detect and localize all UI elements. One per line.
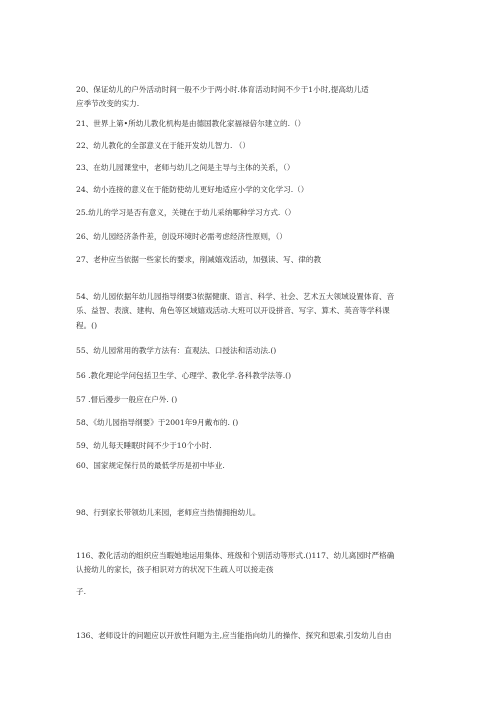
text-line: 认接幼儿的家长，孩子相识对方的状况下生疏人可以接走孩 (76, 565, 274, 574)
text-line: 54、幼儿园依据年幼儿园指导纲要3依据健康、语言、科学、社会、艺术五大领域设置体育、音 (76, 292, 395, 301)
text-line: 98、行到家长带领幼儿来园，老师应当热情拥抱幼儿。 (76, 508, 261, 517)
text-line: 58、《幼儿园指导纲要》于2001年9月戴布的. () (76, 418, 239, 427)
text-line: 22、幼儿教化的全部意义在于能开发幼儿智力. （） (76, 141, 250, 150)
text-line: 57 .督后漫步一般应在户外. () (76, 395, 178, 404)
text-line: 24、幼小连接的意义在于能防使幼儿更好地适应小学的文化学习.（） (76, 185, 309, 194)
text-line: 136、老师设计的问题应以开放性问题为主,应当能指向幼儿的操作、探究和思索,引发幼儿自由 (76, 631, 392, 640)
text-line: 21、世界上第•所幼儿教化机构是由德国教化家福禄倍尔建立的.（） (76, 119, 306, 128)
text-line: 程。() (76, 321, 98, 330)
text-line: 59、幼儿每天睡眠时间不少于10个小时. (76, 441, 212, 450)
text-line: 116、教化活动的组织应当暇她地运用集体、班级和个别活动等形式.()117、幼儿离园时严格确 (76, 551, 395, 560)
text-line: 55、幼儿园常用的教学方法有：直观法、口授法和活动法.() (76, 346, 277, 355)
text-line: 23、在幼儿园课堂中，老师与幼儿之间是主导与主体的关系，（） (76, 163, 295, 172)
text-line: 应季节改变的实力. (76, 99, 140, 108)
text-line: 子. (76, 587, 87, 596)
text-line: 60、国家规定保行员的最低学历是初中毕业. (76, 461, 225, 470)
text-line: 27、老仲应当依据一些家长的要求，削减嬉戏活动，加强读、写、律的教 (76, 255, 322, 264)
text-line: 56 .教化理论学问包括卫生学、心理学、教化学.各科教学法等.() (76, 371, 292, 380)
text-line: 乐、益智、表演、建构、角色等区域嬉戏活动.大班可以开设拼音、写字、算术、英音等学科课 (76, 306, 390, 315)
text-line: 26、幼儿园经济条件差，创设环境时必需考虑经济性原则，（） (76, 232, 287, 241)
text-line: 20、保证幼儿的户外活动时间一般不少于两小时.体育活动时间不少于1小时,提高幼儿适 (76, 85, 369, 94)
text-line: 25.幼儿的学习是否有意义，关键在于幼儿采纳哪种学习方式.（） (76, 208, 296, 217)
